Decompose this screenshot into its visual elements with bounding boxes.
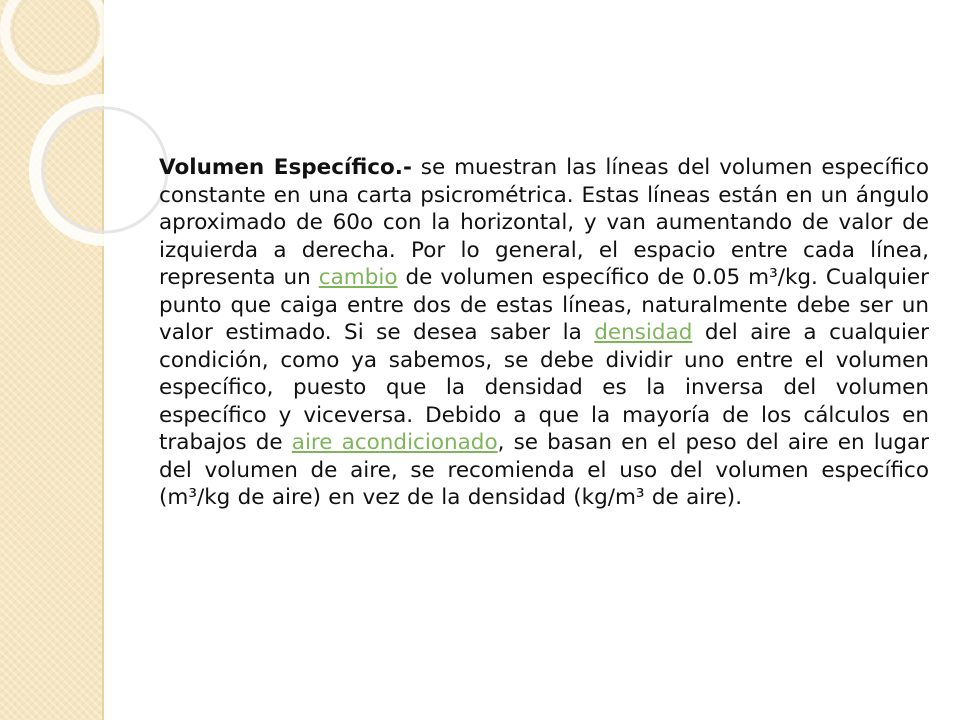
text-segment-2: de volumen específico de 0.05 m³/kg. Cualquier punto que caiga entre dos de estas líneas, naturalmente debe ser un valor estimado. Si se desea saber la: [159, 265, 929, 345]
term-heading: Volumen Específico.-: [159, 155, 412, 180]
decorative-circles: [0, 0, 180, 300]
decorative-circle-middle-outline: [43, 108, 167, 232]
link-cambio[interactable]: cambio: [318, 265, 398, 290]
decorative-circle-middle: [35, 100, 175, 240]
link-aire-acondicionado[interactable]: aire acondicionado: [291, 430, 498, 455]
slide-body-text: [159, 154, 929, 512]
decorative-circle-top-inner: [13, 0, 97, 72]
text-segment-3: del aire a cualquier condición, como ya sabemos, se debe dividir uno entre el volumen específico, puesto que la densidad es la inversa del volumen específico y viceversa. Debido a que la mayoría de los cálculos en trabajos de: [159, 320, 930, 455]
decorative-circle-top: [5, 0, 105, 80]
link-densidad[interactable]: densidad: [594, 320, 693, 345]
text-segment-1: se muestran las líneas del volumen específico constante en una carta psicrométrica. Estas líneas están en un ángulo aproximado de 60o con la horizontal, y van aumentando de valor de izquierda a derecha. Por lo general, el espacio entre cada línea, representa un: [159, 155, 929, 290]
text-segment-4: , se basan en el peso del aire en lugar del volumen de aire, se recomienda el uso del volumen específico (m³/kg de aire) en vez de la densidad (kg/m³ de aire).: [159, 430, 929, 510]
